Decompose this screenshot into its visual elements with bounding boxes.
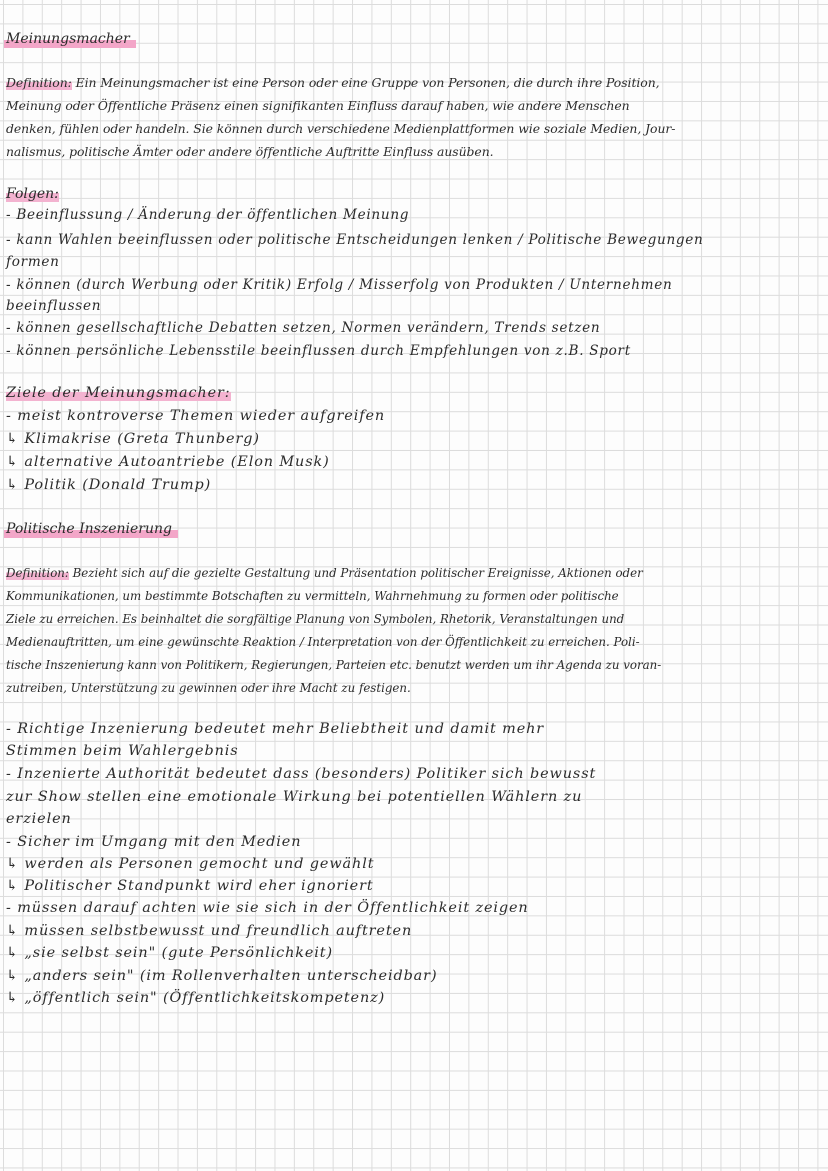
ziele-item: ↳ alternative Autoantriebe (Elon Musk) <box>6 454 330 470</box>
folgen-item: - können (durch Werbung oder Kritik) Erfolg / Misserfolg von Produkten / Unternehmen <box>6 277 673 293</box>
folgen-item: - Beeinflussung / Änderung der öffentlichen Meinung <box>6 207 410 223</box>
folgen-item: - können persönliche Lebensstile beeinflussen durch Empfehlungen von z.B. Sport <box>6 343 631 359</box>
folgen-item: beeinflussen <box>6 298 102 314</box>
definition-line: Ziele zu erreichen. Es beinhaltet die sorgfältige Planung von Symbolen, Rhetorik, Veranstaltungen und <box>6 612 625 626</box>
definition-label: Definition: <box>6 75 72 90</box>
definition-text: Ein Meinungsmacher ist eine Person oder eine Gruppe von Personen, die durch ihre Position, <box>71 75 660 90</box>
point-item: zur Show stellen eine emotionale Wirkung bei potentiellen Wählern zu <box>6 789 583 805</box>
folgen-heading: Folgen: <box>6 186 59 202</box>
folgen-item: - können gesellschaftliche Debatten setzen, Normen verändern, Trends setzen <box>6 320 601 336</box>
definition-label: Definition: <box>6 566 69 580</box>
point-item: - müssen darauf achten wie sie sich in der Öffentlichkeit zeigen <box>6 900 529 916</box>
definition-line <box>6 566 820 580</box>
ziele-item: - meist kontroverse Themen wieder aufgreifen <box>6 408 386 424</box>
point-item: ↳ „öffentlich sein" (Öffentlichkeitskompetenz) <box>6 990 386 1006</box>
folgen-item: formen <box>6 254 60 270</box>
definition-line <box>6 75 820 90</box>
ziele-item: ↳ Politik (Donald Trump) <box>6 477 212 493</box>
definition-line: tische Inszenierung kann von Politikern, Regierungen, Parteien etc. benutzt werden um ihr Agenda zu voran- <box>6 658 662 672</box>
point-item: erzielen <box>6 811 72 827</box>
point-item: Stimmen beim Wahlergebnis <box>6 743 239 759</box>
definition-line: Kommunikationen, um bestimmte Botschaften zu vermitteln, Wahrnehmung zu formen oder politische <box>6 589 619 603</box>
definition-line: Meinung oder Öffentliche Präsenz einen signifikanten Einfluss darauf haben, wie andere Menschen <box>6 98 630 113</box>
point-item: ↳ „anders sein" (im Rollenverhalten unterscheidbar) <box>6 968 438 984</box>
section-title-politische-inszenierung: Politische Inszenierung <box>4 520 178 538</box>
definition-line: Medienauftritten, um eine gewünschte Reaktion / Interpretation von der Öffentlichkeit zu erreichen. Poli- <box>6 635 640 649</box>
definition-line: zutreiben, Unterstützung zu gewinnen oder ihre Macht zu festigen. <box>6 681 411 695</box>
point-item: - Richtige Inzenierung bedeutet mehr Beliebtheit und damit mehr <box>6 721 545 737</box>
point-item: ↳ Politischer Standpunkt wird eher ignoriert <box>6 878 374 894</box>
ziele-heading: Ziele der Meinungsmacher: <box>6 385 231 401</box>
point-item: ↳ „sie selbst sein" (gute Persönlichkeit) <box>6 945 333 961</box>
definition-line: nalismus, politische Ämter oder andere öffentliche Auftritte Einfluss ausüben. <box>6 144 494 159</box>
point-item: - Sicher im Umgang mit den Medien <box>6 834 302 850</box>
section-title-meinungsmacher: Meinungsmacher <box>4 30 136 48</box>
point-item: ↳ müssen selbstbewusst und freundlich auftreten <box>6 923 413 939</box>
folgen-item: - kann Wahlen beeinflussen oder politische Entscheidungen lenken / Politische Bewegungen <box>6 232 704 248</box>
point-item: - Inzenierte Authorität bedeutet dass (besonders) Politiker sich bewusst <box>6 766 597 782</box>
point-item: ↳ werden als Personen gemocht und gewählt <box>6 856 375 872</box>
definition-text: Bezieht sich auf die gezielte Gestaltung und Präsentation politischer Ereignisse, Aktionen oder <box>68 566 643 580</box>
ziele-item: ↳ Klimakrise (Greta Thunberg) <box>6 431 260 447</box>
definition-line: denken, fühlen oder handeln. Sie können durch verschiedene Medienplattformen wie soziale Medien, Jour- <box>6 121 676 136</box>
